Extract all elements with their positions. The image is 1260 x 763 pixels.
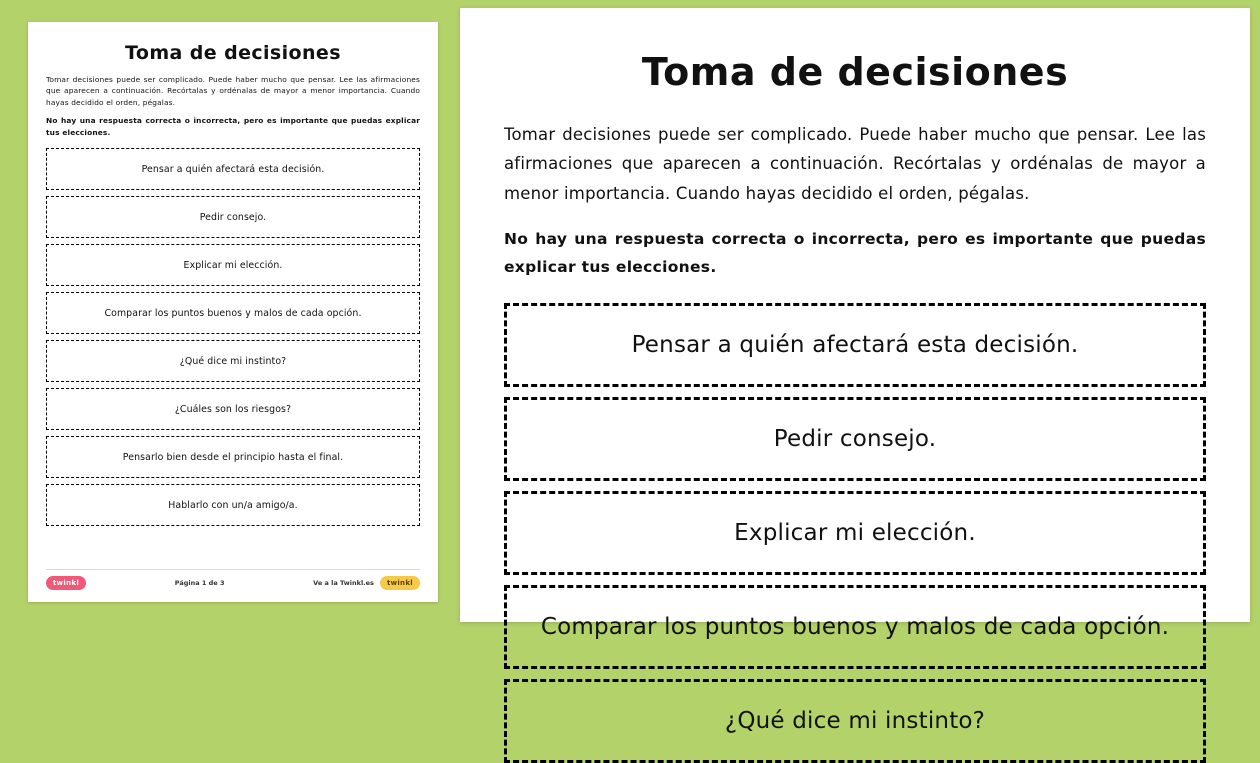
note-paragraph: No hay una respuesta correcta o incorrecta, pero es importante que puedas explicar tus elecciones. [504, 230, 1206, 276]
thumbnail-card[interactable] [46, 196, 420, 238]
statement-card-label: Comparar los puntos buenos y malos de cada opción. [540, 614, 1170, 641]
thumbnail-footer [46, 569, 420, 590]
twinkl-badge-icon: twinkl [380, 576, 420, 590]
thumbnail-card-label: Explicar mi elección. [183, 259, 283, 271]
thumbnail-card-label: Hablarlo con un/a amigo/a. [168, 499, 298, 511]
thumbnail-card-label: Comparar los puntos buenos y malos de cada opción. [104, 307, 362, 319]
thumbnail-card-list [46, 148, 420, 526]
statement-card[interactable] [504, 491, 1206, 575]
thumbnail-card-label: Pensar a quién afectará esta decisión. [141, 163, 325, 175]
statement-card[interactable] [504, 397, 1206, 481]
page-title: Toma de decisiones [641, 50, 1069, 94]
thumbnail-card-label: ¿Qué dice mi instinto? [179, 355, 287, 367]
thumbnail-card[interactable] [46, 436, 420, 478]
thumbnail-card[interactable] [46, 484, 420, 526]
thumbnail-card[interactable] [46, 388, 420, 430]
footer-credit-group [313, 576, 420, 590]
statement-card[interactable] [504, 303, 1206, 387]
twinkl-logo: twinkl [46, 576, 86, 590]
enlarged-page[interactable] [460, 8, 1250, 735]
card-list [504, 303, 1206, 763]
thumbnail-note-paragraph: No hay una respuesta correcta o incorrecta, pero es importante que puedas explicar tus elecciones. [46, 116, 420, 137]
statement-card-label: Pensar a quién afectará esta decisión. [631, 332, 1079, 359]
statement-card-label: Pedir consejo. [773, 426, 937, 453]
thumbnail-card[interactable] [46, 340, 420, 382]
page-number: Página 1 de 3 [174, 579, 225, 587]
thumbnail-intro-paragraph: Tomar decisiones puede ser complicado. Puede haber mucho que pensar. Lee las afirmaciones que aparecen a continuación. Recórtalas y ordénalas de mayor a menor importancia. Cuando hayas decidido el orden, pégalas. [46, 75, 420, 107]
thumbnail-card[interactable] [46, 292, 420, 334]
thumbnail-card-label: ¿Cuáles son los riesgos? [174, 403, 292, 415]
thumbnail-card[interactable] [46, 244, 420, 286]
intro-paragraph: Tomar decisiones puede ser complicado. Puede haber mucho que pensar. Lee las afirmaciones que aparecen a continuación. Recórtalas y ordénalas de mayor a menor importancia. Cuando hayas decidido el orden, pégalas. [504, 125, 1206, 203]
statement-card-label: ¿Qué dice mi instinto? [724, 708, 986, 735]
statement-card-label: Explicar mi elección. [734, 520, 976, 547]
thumbnail-page-title: Toma de decisiones [125, 42, 341, 64]
thumbnail-card-label: Pedir consejo. [199, 211, 267, 223]
footer-credit: Ve a la Twinkl.es [313, 579, 374, 587]
thumbnail-card-label: Pensarlo bien desde el principio hasta el final. [122, 451, 344, 463]
thumbnail-card[interactable] [46, 148, 420, 190]
statement-card[interactable] [504, 679, 1206, 763]
statement-card[interactable] [504, 585, 1206, 669]
thumbnail-page[interactable] [28, 22, 438, 602]
